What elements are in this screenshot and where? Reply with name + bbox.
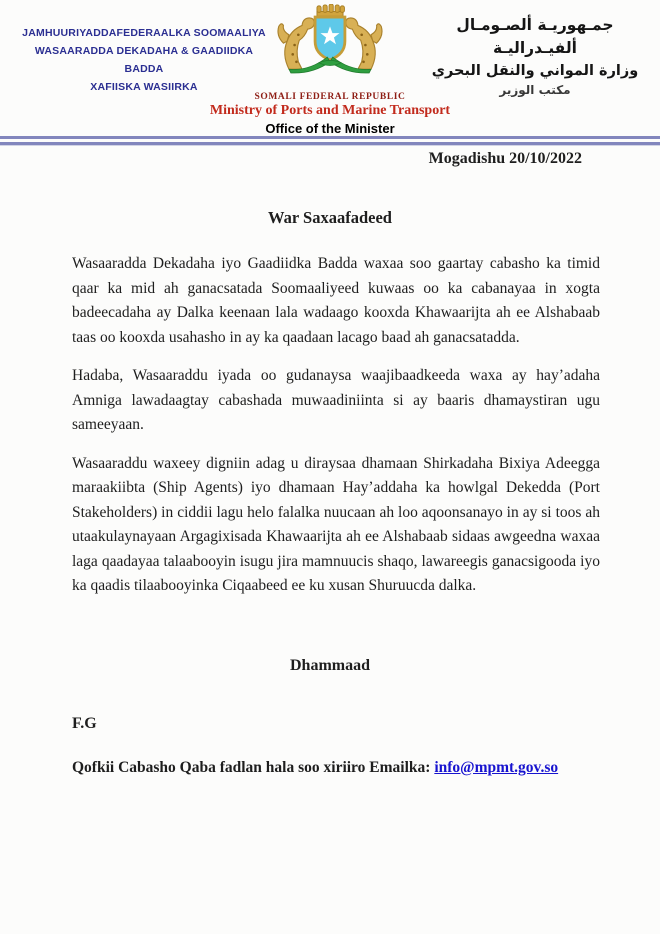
crown-icon	[317, 4, 344, 16]
letterhead	[0, 0, 660, 136]
contact-label: Qofkii Cabasho Qaba fadlan hala soo xiriiro Emailka:	[72, 758, 435, 776]
contact-email-link[interactable]: info@mpmt.gov.so	[434, 758, 559, 776]
office-of-minister-label: Office of the Minister	[265, 121, 395, 136]
contact-line	[0, 759, 660, 777]
paragraph-1: Wasaaradda Dekadaha iyo Gaadiidka Badda waxaa soo gaartay cabasho ka timid qaar ka mid ah ganacsatada Soomaaliyeed kuwaas oo ka cabanayaa in xogta badeecadaha ay Dalka keenaan lala wadaago kooxda Khawaarijta ah ee Alshabaab taas oo kooxda usahasho in ay ka qaadaan lacago baad ah ganacsatadda.	[72, 255, 600, 346]
paragraph-3: Wasaaraddu waxeey digniin adag u diraysaa dhamaan Shirkadaha Bixiya Adeegga maraakiibta (Ship Agents) iyo dhamaan Hay’addaha ka howlgal Dekedda (Port Stakeholders) in ciddii lagu helo falalka nuucaan ah loo aqoonsanayo in ay si toos ah utaakulaynayaan Argagixisada Khawaarijta ah ee Alshabaab sidaas awgeedna waxaa laga qaadayaa talaabooyin isugu jira mamnuucis shaqo, lawareegis ganacsigooda iyo ka qaadis tilaabooyinka Ciqaabeed ee ku xusan Shuruucda dalka.	[72, 454, 600, 594]
header-arabic-block	[416, 14, 654, 99]
ministry-name-arabic: وزارة المواني والنقل البحري	[431, 63, 639, 79]
initials: F.G	[72, 714, 97, 732]
press-release-title: War Saxaafadeed	[268, 208, 392, 227]
republic-name-somali: JAMHUURIYADDAFEDERAALKA SOOMAALIYA	[22, 27, 266, 39]
paragraph-2: Hadaba, Wasaaraddu iyada oo gudanaysa waajibaadkeeda waxa ay hay’adaha Amniga lawadaagtay cabashada muwaadiniinta si ay baaris dhamaystiran ugu sameeyaan.	[72, 367, 600, 433]
header-divider-rule	[0, 136, 660, 145]
ministry-name-english: Ministry of Ports and Marine Transport	[209, 103, 451, 118]
republic-name-english: SOMALI FEDERAL REPUBLIC	[254, 92, 406, 102]
date-line: Mogadishu 20/10/2022	[428, 150, 582, 167]
republic-name-arabic: جمـهوريـة ألصـومـال ألفيـدراليـة	[456, 16, 614, 57]
office-name-somali: XAFIISKA WASIIRKA	[90, 81, 198, 93]
closing-word: Dhammaad	[289, 656, 370, 674]
leopard-supporter-right	[346, 18, 382, 69]
body-text	[0, 252, 660, 599]
leopard-supporter-left	[278, 18, 314, 69]
office-name-arabic: مكتب الوزير	[499, 83, 571, 97]
ministry-name-somali: WASAARADDA DEKADAHA & GAADIIDKA BADDA	[34, 45, 254, 75]
somali-coat-of-arms-icon	[274, 4, 386, 91]
